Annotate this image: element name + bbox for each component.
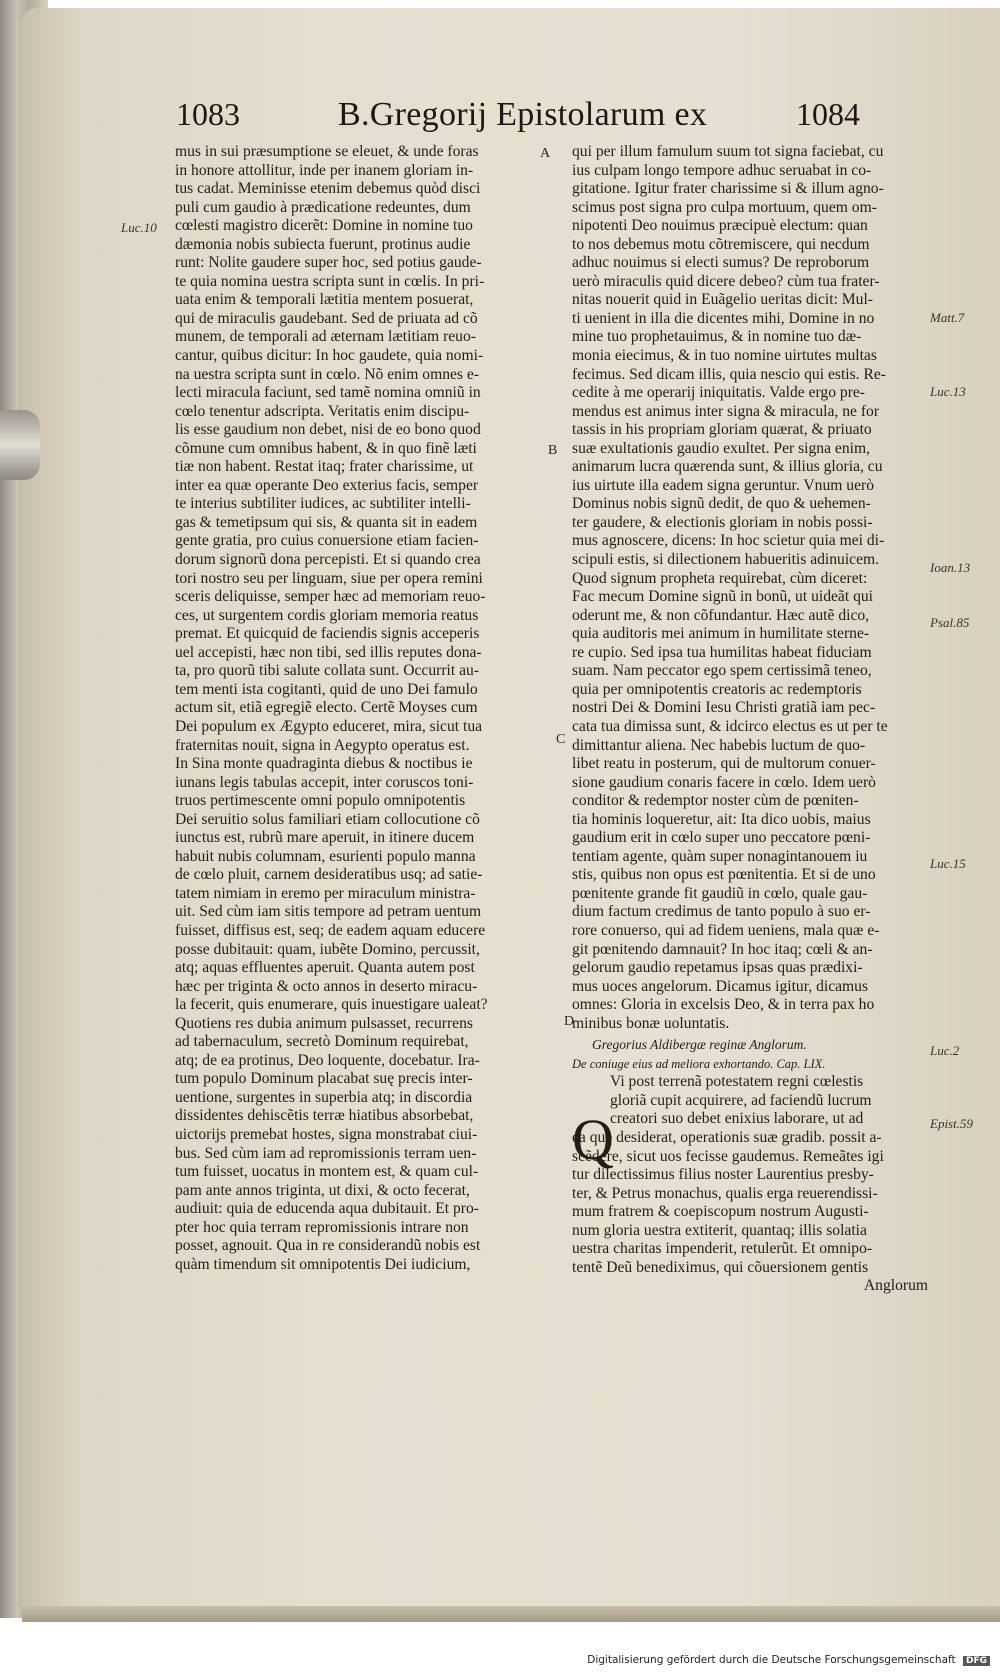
text-line: mendus est animus inter signa & miracula, ne for — [572, 402, 880, 420]
text-line: quia per omnipotentis creatoris ac redemptoris — [572, 680, 862, 698]
text-line: minibus bonæ uoluntatis. — [572, 1014, 730, 1032]
margin-note-matt7: Matt.7 — [930, 310, 965, 325]
text-line: cõmune cum omnibus habent, & in quo finẽ læti — [175, 439, 477, 457]
text-line: suæ exultationis gaudio exultet. Per signa enim, — [572, 439, 870, 457]
text-line: te quia nomina uestra scripta sunt in cœlis. In pri- — [175, 272, 485, 290]
text-line: fuisset, diffisus est, seq; de eadem aquam educere — [175, 921, 486, 939]
text-line: tia hominis loqueretur, ait: Ita dico uobis, maius — [572, 810, 871, 828]
section-letter-a: A — [540, 146, 551, 161]
text-line: re cupio. Sed ipsa tua humilitas habeat fiduciam — [572, 643, 872, 661]
text-line: ea quę desiderat, operationis suæ gradib. possit a- — [572, 1128, 882, 1146]
text-line: tori nostro seu per linguam, siue per opera remini — [175, 569, 483, 587]
text-line: Fac mecum Domine signũ in bonũ, ut uideãt qui — [572, 588, 874, 606]
text-line: pœnitente grande fit gaudiũ in cœlo, quale gau- — [572, 884, 868, 902]
text-line: scimus post signa pro culpa mortuum, quem om- — [572, 198, 877, 216]
text-line: conditor & redemptor noster cùm de pœniten- — [572, 792, 859, 810]
text-line: Vi post terrenã potestatem regni cœlestis — [610, 1073, 864, 1091]
text-line: la fecerit, quis enumerare, quis inuestigare ualeat? — [175, 996, 488, 1014]
text-line: ter gaudere, & electionis gloriam in nobis possi- — [572, 513, 873, 531]
text-line: ta, pro quorũ tibi salute collata sunt. Occurrit au- — [175, 662, 479, 680]
text-line: gas & temetipsum qui sis, & quanta sit in eadem — [175, 513, 478, 531]
text-line: premat. Et quicquid de faciendis signis acceperis — [175, 625, 480, 643]
text-line: suam. Nam peccator ego spem certissimã teneo, — [572, 662, 872, 680]
text-line: tiæ non habent. Restat itaq; frater charissime, ut — [175, 458, 474, 476]
text-line: iunans legis tabulas accepit, inter coruscos toni- — [175, 773, 474, 791]
margin-note-psal85: Psal.85 — [930, 615, 970, 630]
margin-note-luc15: Luc.15 — [930, 856, 966, 871]
folio-number-left: 1083 — [176, 96, 240, 132]
text-line: to nos debemus motu cõtremiscere, qui necdum — [572, 235, 870, 253]
text-line: lecti miracula faciunt, sed tamẽ nomina omniũ in — [175, 384, 481, 402]
text-line: omnes: Gloria in excelsis Deo, & in terra pax ho — [572, 996, 875, 1014]
text-line: mus in sui præsumptione se eleuet, & unde foras — [175, 143, 479, 160]
text-line: mus agnoscere, dicens: In hoc scietur quia mei di- — [572, 532, 885, 550]
text-line: ces, ut surgentem cordis gloriam memoria reatus — [175, 606, 479, 624]
text-line: gitatione. Igitur frater charissime si & illum agno- — [572, 180, 884, 198]
text-line: uata enim & temporali lætitia mentem posuerat, — [175, 291, 474, 309]
text-line: uerò miraculis quid dicere debeo? cùm tua frater- — [572, 272, 880, 290]
text-line: na uestra scripta sunt in cœlo. Nõ enim omnes e- — [175, 365, 480, 383]
text-line: dimittantur aliena. Nec habebis luctum de quo- — [572, 736, 866, 754]
text-line: sceris deliquisse, semper hæc ad memoriam reuo- — [175, 588, 486, 606]
text-line: ti uenient in illa die dicentes mihi, Domine in no — [572, 309, 875, 327]
catchword: Anglorum — [863, 1277, 928, 1295]
text-line: uictorijs premebat hostes, signa monstrabat ciui- — [175, 1125, 478, 1143]
folio-number-right: 1084 — [796, 96, 860, 132]
text-line: nitas nouerit quid in Euãgelio ueritas dicit: Mul- — [572, 291, 873, 309]
page-clip-icon — [0, 410, 40, 480]
text-line: tassis in his propriam gloriam quærat, & priuato — [572, 421, 872, 439]
text-line: ius culpam longo tempore adhuc seruabat in co- — [572, 161, 872, 179]
letter-subheading: De coniuge eius ad meliora exhortando. Cap. LIX. — [572, 1056, 826, 1071]
text-line: uestra charitas impenderit, retulerũt. Et omnipo- — [572, 1240, 873, 1258]
text-line: cœlo tenentur adscripta. Veritatis enim discipu- — [175, 402, 470, 420]
text-line: Dei seruitio solus familiari etiam collocutione cõ — [175, 810, 480, 828]
text-line: cata tua dimissa sunt, & idcirco electus es ut per te — [572, 717, 888, 735]
text-line: nostri Dei & Domini Iesu Christi gratiã iam pec- — [572, 699, 876, 717]
text-line: dæmonia nobis subiecta fuerunt, protinus audie — [175, 235, 471, 253]
text-line: ad tabernaculum, secretò Dominum requirebat, — [175, 1033, 469, 1051]
text-line: atq; de ea protinus, Deo loquente, docebatur. Ira- — [175, 1051, 480, 1069]
text-line: ius uirtute illa eadem signa geruntur. Vnum uerò — [572, 476, 874, 494]
text-line: Dominus nobis signũ dedit, de quo & uehemen- — [572, 495, 871, 513]
text-line: habuit nubis columnam, esurienti populo manna — [175, 847, 476, 865]
text-line: creatori suo debet enixius laborare, ut ad — [610, 1110, 864, 1128]
text-line: cœlesti magistro dicerẽt: Domine in nomine tuo — [175, 217, 473, 235]
text-line: animarum lucra quærenda sunt, & illius gloria, cu — [572, 458, 883, 476]
page-stack-edge — [22, 1606, 1000, 1622]
text-line: oderunt me, & non cõfundantur. Hæc autẽ dico, — [572, 606, 870, 624]
text-line: uit. Sed cùm iam sitis tempore ad petram uentum — [175, 903, 482, 921]
text-line: quia auditoris mei animum in humilitate sterne- — [572, 625, 870, 643]
text-line: tum fuisset, uocatus in montem est, & quam cul- — [175, 1163, 479, 1181]
text-line: mus uoces angelorum. Dicamus igitur, dicamus — [572, 977, 869, 995]
text-line: audiuit: quia de educenda aqua dubitauit. Et pro- — [175, 1200, 479, 1218]
text-line: iunctus est, rubrũ mare aperuit, in itinere ducem — [175, 829, 475, 847]
text-line: nipotenti Deo nouimus præcipuè electum: quan — [572, 217, 868, 235]
drop-cap-initial: Q — [572, 1107, 614, 1172]
credit-text: Digitalisierung gefördert durch die Deutsche Forschungsgemeinschaft — [587, 1654, 956, 1666]
letter-heading: Gregorius Aldibergæ reginæ Anglorum. — [592, 1037, 807, 1053]
section-letter-c: C — [556, 732, 566, 747]
text-line: quàm timendum sit omnipotentis Dei iudicium, — [175, 1255, 471, 1273]
dfg-logo: DFG — [963, 1656, 990, 1666]
text-line: posset, agnouit. Qua in re considerandũ nobis est — [175, 1237, 481, 1255]
text-line: In Sina monte quadraginta diebus & noctibus ie — [175, 755, 473, 773]
text-line: lis esse gaudium non debet, nisi de eo bono quod — [175, 421, 481, 439]
text-line: tatem nimiam in eremo per miraculum ministra- — [175, 884, 476, 902]
margin-note-epist59: Epist.59 — [930, 1116, 973, 1131]
text-line: munem, de temporali ad æternam lætitiam reuo- — [175, 328, 476, 346]
text-line: gloriã cupit acquirere, ad faciendũ lucrum — [610, 1091, 872, 1109]
text-line: atq; aquas effluentes aperuit. Quanta autem post — [175, 959, 475, 977]
text-line: rore conuerso, qui ad fidem ueniens, mala quæ e- — [572, 921, 880, 939]
text-line: gelorum gaudio repetamus ipsas quas prædixi- — [572, 959, 863, 977]
text-line: fraternitas nouit, signa in Aegypto operatus est. — [175, 736, 470, 754]
text-line: ter, & Petrus monachus, qualis erga reuerendissi- — [572, 1184, 878, 1202]
text-line: Quotiens res dubia animum pulsasset, recurrens — [175, 1014, 473, 1032]
text-line: tum populo Dominum placabat suę precis inter- — [175, 1070, 473, 1088]
text-line: mum fratrem & coepiscopum nostrum Augusti- — [572, 1203, 869, 1221]
text-line: uel accepisti, hæc non tibi, sed illis reputes dona- — [175, 643, 482, 661]
text-line: libet reatu in posterum, qui de multorum conuer- — [572, 755, 876, 773]
left-text-column — [175, 143, 530, 1274]
text-line: cedite à me operarij iniquitatis. Valde ergo pre- — [572, 384, 865, 402]
text-line: tentiam agente, quàm super nonagintanouem iu — [572, 847, 868, 865]
text-line: dium factum credimus de tanto populo à suo er- — [572, 903, 871, 921]
text-line: adhuc nouimus si electi sumus? De reproborum — [572, 254, 870, 272]
text-line: de cœlo pluit, carnem desideratibus usq; ad satie- — [175, 866, 483, 884]
text-line: pter hoc quia terram repromissionis intrare non — [175, 1218, 469, 1236]
digitization-credit — [587, 1654, 990, 1666]
text-line: qui de miraculis gaudebant. Sed de priuata ad cõ — [175, 309, 478, 327]
text-line: hæc per triginta & octo annos in deserto miracu- — [175, 977, 478, 995]
text-line: gente gratia, pro cuius conuersione etiam facien- — [175, 532, 479, 550]
text-line: Quod signum propheta requirebat, cùm diceret: — [572, 569, 868, 587]
text-line: uentione, surgentes in superbia atq; in discordia — [175, 1088, 473, 1106]
text-line: qui per illum famulum suum tot signa faciebat, cu — [572, 143, 884, 160]
text-line: puli cum gaudio à prædicatione redeuntes, dum — [175, 198, 471, 216]
text-line: actum sit, etiã egregiẽ electo. Certẽ Moyses cum — [175, 699, 478, 717]
text-line: posse dubitauit: quam, iubẽte Domino, percussit, — [175, 940, 480, 958]
text-line: inter ea quæ operante Deo exterius facis, semper — [175, 476, 479, 494]
margin-note-ioan13: Ioan.13 — [930, 560, 971, 575]
text-line: tem menti ista cogitanti, quid de uno Dei famulo — [175, 680, 478, 698]
text-line: tur dilectissimus filius noster Laurentius presby- — [572, 1166, 874, 1184]
text-line: in honore attollitur, inde per inanem gloriam in- — [175, 161, 474, 179]
text-line: num gloria uestra extiterit, quantaq; illis solatia — [572, 1221, 867, 1239]
text-line: scipuli estis, si dilectionem habueritis adinuicem. — [572, 551, 880, 569]
text-line: dorum signorũ dona percepisti. Et si quando crea — [175, 551, 481, 569]
text-line: stis, quibus non opus est pœnitentia. Et si de uno — [572, 866, 876, 884]
text-line: pam ante annos triginta, ut dixi, & octo fecerat, — [175, 1181, 470, 1199]
text-line: gaudium erit in cœlo super uno peccatore pœni- — [572, 829, 871, 847]
page-header — [150, 96, 910, 146]
text-line: scẽdere, sicut uos fecisse gaudemus. Remeãtes igi — [572, 1147, 884, 1165]
text-line: tus cadat. Meminisse etenim debemus quòd disci — [175, 180, 481, 198]
running-title: B.Gregorij Epistolarum ex — [338, 96, 708, 133]
section-letter-b: B — [548, 443, 558, 458]
text-line: mine tuo prophetauimus, & in nomine tuo dæ- — [572, 328, 862, 346]
text-line: bus. Sed cùm iam ad repromissionis terram uen- — [175, 1144, 477, 1162]
margin-note-luc13: Luc.13 — [930, 384, 966, 399]
text-line: dissidentes dehiscẽtis terræ hiatibus absorbebat, — [175, 1107, 474, 1125]
right-text-column — [572, 143, 930, 1296]
text-line: sione gaudium conaris facere in cœlo. Idem uerò — [572, 773, 876, 791]
text-line: truos pertimescente omni populo omnipotentis — [175, 792, 466, 810]
text-line: Dei populum ex Ægypto educeret, mira, sicut tua — [175, 717, 483, 735]
text-line: runt: Nolite gaudere super hoc, sed potius gaude- — [175, 254, 482, 272]
margin-note-luc2: Luc.2 — [930, 1043, 960, 1058]
text-line: cantur, quibus dicitur: In hoc gaudete, quia nomi- — [175, 347, 484, 365]
margin-note-luc10: Luc.10 — [121, 220, 157, 235]
text-line: git pœnitendo damnauit? In hoc itaq; cœli & an- — [572, 940, 873, 958]
text-line: monia eiecimus, & in tuo nomine uirtutes multas — [572, 347, 877, 365]
text-line: tentẽ Deũ benediximus, qui cõuersionem gentis — [572, 1258, 869, 1276]
section-letter-d: D — [564, 1014, 575, 1029]
text-line: te interius subtiliter iudices, ac subtiliter intelli- — [175, 495, 471, 513]
text-line: fecimus. Sed dicam illis, quia nescio qui estis. Re- — [572, 365, 886, 383]
